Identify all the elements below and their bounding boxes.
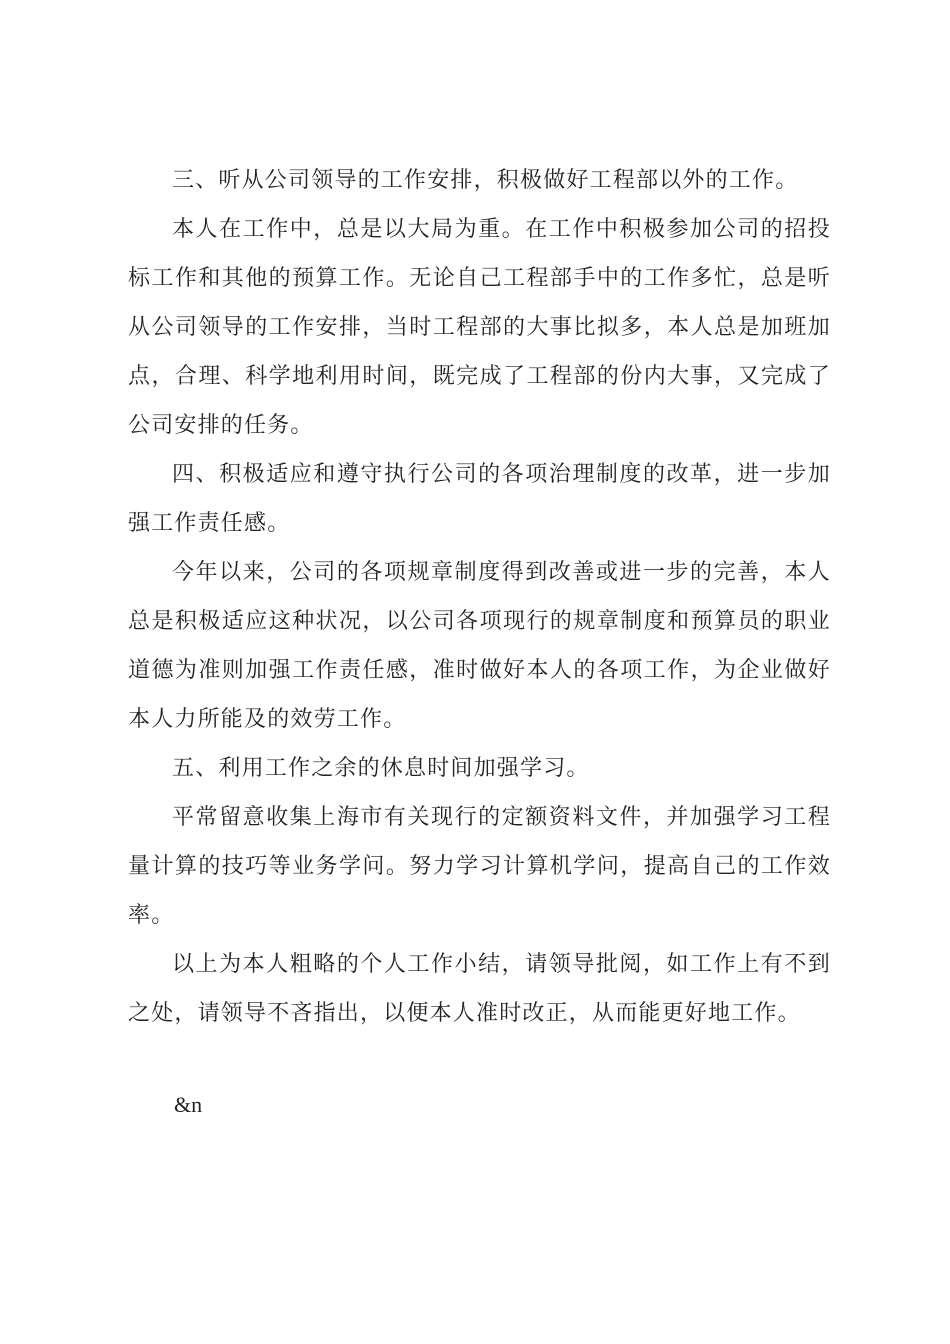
trailing-text: &n [174, 1092, 203, 1117]
body-paragraph: 今年以来，公司的各项规章制度得到改善或进一步的完善，本人总是积极适应这种状况，以公司各项现行的规章制度和预算员的职业道德为准则加强工作责任感，准时做好本人的各项工作，为企业做好本人力所能及的效劳工作。 [128, 560, 831, 732]
section-heading-3: 三、听从公司领导的工作安排，积极做好工程部以外的工作。 [172, 168, 799, 193]
section-heading-5: 五、利用工作之余的休息时间加强学习。 [172, 756, 590, 781]
document-body [128, 156, 831, 1038]
section-heading-4: 四、积极适应和遵守执行公司的各项治理制度的改革，进一步加强工作责任感。 [128, 462, 831, 536]
closing-paragraph: 以上为本人粗略的个人工作小结，请领导批阅，如工作上有不到之处，请领导不吝指出，以便本人准时改正，从而能更好地工作。 [128, 952, 831, 1026]
body-paragraph: 本人在工作中，总是以大局为重。在工作中积极参加公司的招投标工作和其他的预算工作。无论自己工程部手中的工作多忙，总是听从公司领导的工作安排，当时工程部的大事比拟多，本人总是加班加点，合理、科学地利用时间，既完成了工程部的份内大事，又完成了公司安排的任务。 [128, 217, 831, 438]
body-paragraph: 平常留意收集上海市有关现行的定额资料文件，并加强学习工程量计算的技巧等业务学问。努力学习计算机学问，提高自己的工作效率。 [128, 805, 831, 928]
